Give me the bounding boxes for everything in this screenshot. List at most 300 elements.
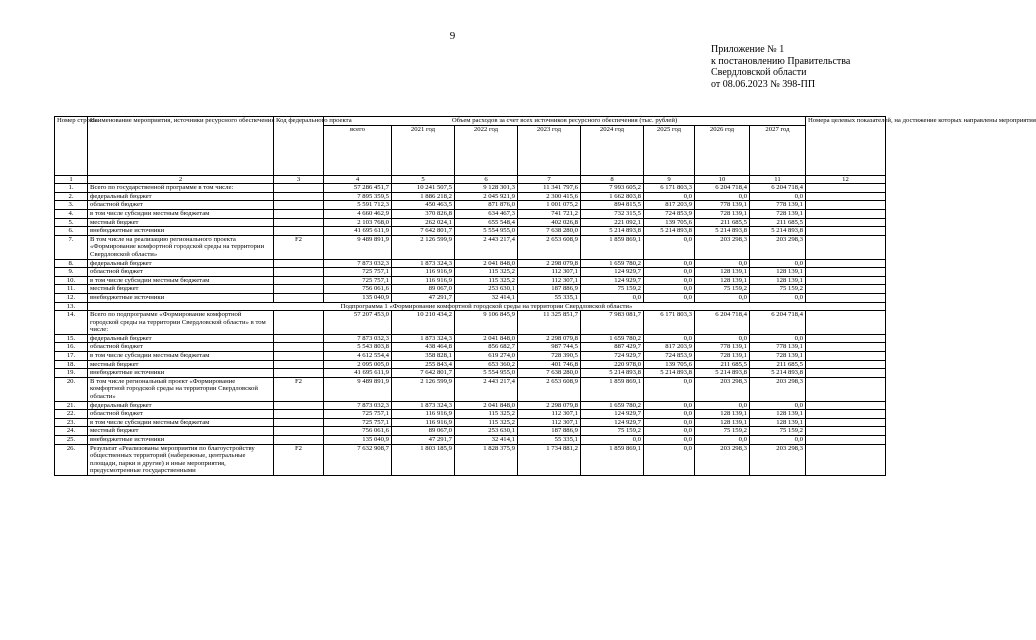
column-number: 5: [392, 175, 455, 184]
amount-cell: 1 859 869,1: [581, 235, 644, 259]
federal-code-cell: F2: [274, 235, 324, 259]
amount-cell: 2 653 608,9: [518, 377, 581, 401]
amount-cell: 1 734 881,2: [518, 444, 581, 475]
amount-cell: 1 828 375,9: [455, 444, 518, 475]
federal-code-cell: [274, 311, 324, 335]
amount-cell: 725 757,1: [324, 268, 392, 277]
row-number-cell: 21.: [55, 401, 88, 410]
amount-cell: 4 660 462,9: [324, 209, 392, 218]
amount-cell: 0,0: [644, 268, 695, 277]
amount-cell: 55 335,1: [518, 436, 581, 445]
row-name-cell: внебюджетные источники: [88, 369, 274, 378]
amount-cell: 728 139,1: [750, 352, 806, 361]
amount-cell: 211 685,5: [695, 218, 750, 227]
federal-code-cell: F2: [274, 377, 324, 401]
federal-code-cell: [274, 285, 324, 294]
table-row: [55, 227, 886, 236]
targets-cell: [806, 259, 886, 268]
amount-cell: 75 159,2: [750, 427, 806, 436]
amount-cell: 0,0: [644, 418, 695, 427]
amount-cell: 139 705,6: [644, 360, 695, 369]
row-number-cell: 22.: [55, 410, 88, 419]
row-name-cell: в том числе субсидии местным бюджетам: [88, 276, 274, 285]
targets-cell: [806, 427, 886, 436]
amount-cell: 732 315,5: [581, 209, 644, 218]
federal-code-cell: [274, 352, 324, 361]
amount-cell: 0,0: [644, 401, 695, 410]
amount-cell: 7 873 032,3: [324, 401, 392, 410]
amount-cell: 871 876,0: [455, 201, 518, 210]
amount-cell: 47 291,7: [392, 436, 455, 445]
amount-cell: 41 695 611,9: [324, 227, 392, 236]
amount-cell: 203 298,3: [750, 377, 806, 401]
row-name-cell: в том числе субсидии местным бюджетам: [88, 352, 274, 361]
amount-cell: 7 642 801,7: [392, 369, 455, 378]
amount-cell: 887 429,7: [581, 343, 644, 352]
amount-cell: 0,0: [695, 293, 750, 302]
amount-cell: 728 139,1: [695, 352, 750, 361]
header-year: 2022 год: [455, 125, 518, 175]
amount-cell: 128 139,1: [695, 418, 750, 427]
amount-cell: 5 214 893,8: [644, 369, 695, 378]
table-row: [55, 369, 886, 378]
amount-cell: 778 139,1: [750, 343, 806, 352]
column-number: 9: [644, 175, 695, 184]
targets-cell: [806, 192, 886, 201]
amount-cell: 0,0: [750, 334, 806, 343]
amount-cell: 7 638 280,0: [518, 227, 581, 236]
federal-code-cell: [274, 436, 324, 445]
header-year: 2023 год: [518, 125, 581, 175]
row-name-cell: федеральный бюджет: [88, 334, 274, 343]
row-name-cell: внебюджетные источники: [88, 227, 274, 236]
column-number: 12: [806, 175, 886, 184]
amount-cell: 2 041 848,0: [455, 259, 518, 268]
amount-cell: 450 463,5: [392, 201, 455, 210]
table-row: [55, 401, 886, 410]
amount-cell: 41 695 611,9: [324, 369, 392, 378]
federal-code-cell: F2: [274, 444, 324, 475]
amount-cell: 116 916,9: [392, 276, 455, 285]
amount-cell: 0,0: [644, 410, 695, 419]
row-name-cell: областной бюджет: [88, 343, 274, 352]
targets-cell: [806, 218, 886, 227]
amount-cell: 128 139,1: [750, 418, 806, 427]
amount-cell: 5 214 893,8: [750, 227, 806, 236]
column-number: 7: [518, 175, 581, 184]
amount-cell: 894 815,5: [581, 201, 644, 210]
amount-cell: 653 360,2: [455, 360, 518, 369]
amount-cell: 187 886,9: [518, 427, 581, 436]
amount-cell: 370 826,8: [392, 209, 455, 218]
amount-cell: 203 298,3: [750, 444, 806, 475]
amount-cell: 47 291,7: [392, 293, 455, 302]
amount-cell: 2 103 768,0: [324, 218, 392, 227]
amount-cell: 203 298,3: [750, 235, 806, 259]
header-year: 2026 год: [695, 125, 750, 175]
amount-cell: 2 126 599,9: [392, 377, 455, 401]
amount-cell: 725 757,1: [324, 418, 392, 427]
amount-cell: 9 489 891,9: [324, 235, 392, 259]
row-name-cell: местный бюджет: [88, 427, 274, 436]
table-row: [55, 285, 886, 294]
amount-cell: 0,0: [581, 436, 644, 445]
targets-cell: [806, 343, 886, 352]
amount-cell: 11 325 851,7: [518, 311, 581, 335]
amount-cell: 2 443 217,4: [455, 377, 518, 401]
amount-cell: 115 325,2: [455, 276, 518, 285]
amount-cell: 5 214 893,8: [695, 227, 750, 236]
amount-cell: 115 325,2: [455, 410, 518, 419]
amount-cell: 756 061,6: [324, 285, 392, 294]
row-name-cell: внебюджетные источники: [88, 436, 274, 445]
amount-cell: 1 859 869,1: [581, 377, 644, 401]
amount-cell: 221 092,1: [581, 218, 644, 227]
amount-cell: 1 859 869,1: [581, 444, 644, 475]
amount-cell: 2 041 848,0: [455, 401, 518, 410]
header-total: всего: [324, 125, 392, 175]
amount-cell: 1 659 780,2: [581, 334, 644, 343]
amount-cell: 116 916,9: [392, 268, 455, 277]
federal-code-cell: [274, 360, 324, 369]
amount-cell: 0,0: [581, 293, 644, 302]
federal-code-cell: [274, 334, 324, 343]
row-name-cell: в том числе субсидии местным бюджетам: [88, 209, 274, 218]
row-name-cell: Всего по государственной программе в том числе:: [88, 184, 274, 193]
table-row: [55, 377, 886, 401]
table-row: [55, 259, 886, 268]
amount-cell: 75 159,2: [581, 427, 644, 436]
amount-cell: 211 685,5: [750, 360, 806, 369]
targets-cell: [806, 184, 886, 193]
targets-cell: [806, 201, 886, 210]
federal-code-cell: [274, 268, 324, 277]
federal-code-cell: [274, 427, 324, 436]
row-number-cell: 20.: [55, 377, 88, 401]
targets-cell: [806, 209, 886, 218]
table-row: [55, 268, 886, 277]
table-row: [55, 436, 886, 445]
column-number: 11: [750, 175, 806, 184]
row-name-cell: Результат «Реализованы мероприятия по благоустройству общественных территорий (набережные, центральные площади, парки и другие) и иные мероприятия, предусмотренные государственными: [88, 444, 274, 475]
amount-cell: 187 886,9: [518, 285, 581, 294]
table-row: [55, 235, 886, 259]
amount-cell: 756 061,6: [324, 427, 392, 436]
amount-cell: 6 204 718,4: [750, 184, 806, 193]
federal-code-cell: [274, 369, 324, 378]
amount-cell: 0,0: [750, 259, 806, 268]
table-row: [55, 334, 886, 343]
subprogram-row: [55, 302, 886, 311]
row-number-cell: 17.: [55, 352, 88, 361]
table-row: [55, 410, 886, 419]
amount-cell: 724 853,9: [644, 352, 695, 361]
row-name-cell: областной бюджет: [88, 410, 274, 419]
amount-cell: 2 126 599,9: [392, 235, 455, 259]
row-name-cell: местный бюджет: [88, 285, 274, 294]
targets-cell: [806, 227, 886, 236]
amount-cell: 2 095 005,0: [324, 360, 392, 369]
federal-code-cell: [274, 293, 324, 302]
amount-cell: 220 978,0: [581, 360, 644, 369]
amount-cell: 0,0: [695, 436, 750, 445]
amount-cell: 2 443 217,4: [455, 235, 518, 259]
header-federal-code: Код федерального проекта: [274, 117, 324, 176]
amount-cell: 55 335,1: [518, 293, 581, 302]
row-name-cell: федеральный бюджет: [88, 192, 274, 201]
targets-cell: [806, 410, 886, 419]
targets-cell: [806, 401, 886, 410]
targets-cell: [806, 311, 886, 335]
amount-cell: 5 214 893,8: [644, 227, 695, 236]
amount-cell: 1 659 780,2: [581, 259, 644, 268]
federal-code-cell: [274, 259, 324, 268]
amount-cell: 5 214 893,8: [695, 369, 750, 378]
federal-code-cell: [274, 201, 324, 210]
federal-code-cell: [274, 227, 324, 236]
row-number-cell: 25.: [55, 436, 88, 445]
amount-cell: 112 307,1: [518, 418, 581, 427]
targets-cell: [806, 377, 886, 401]
amount-cell: 1 803 185,9: [392, 444, 455, 475]
amount-cell: 0,0: [644, 235, 695, 259]
row-number-cell: 13.: [55, 302, 88, 311]
amount-cell: 124 929,7: [581, 276, 644, 285]
amount-cell: 115 325,2: [455, 418, 518, 427]
amount-cell: 253 630,1: [455, 285, 518, 294]
amount-cell: 1 659 780,2: [581, 401, 644, 410]
row-number-cell: 15.: [55, 334, 88, 343]
row-name-cell: областной бюджет: [88, 201, 274, 210]
amount-cell: 32 414,1: [455, 293, 518, 302]
amount-cell: 725 757,1: [324, 276, 392, 285]
amount-cell: 0,0: [644, 259, 695, 268]
row-number-cell: 26.: [55, 444, 88, 475]
row-name-cell: В том числе на реализацию регионального проекта «Формирование комфортной городской среды на территории Свердловской области»: [88, 235, 274, 259]
amount-cell: 112 307,1: [518, 276, 581, 285]
amount-cell: 203 298,3: [695, 235, 750, 259]
federal-code-cell: [274, 192, 324, 201]
amount-cell: 0,0: [644, 285, 695, 294]
amount-cell: 0,0: [695, 192, 750, 201]
amount-cell: 10 210 434,2: [392, 311, 455, 335]
amount-cell: 128 139,1: [750, 410, 806, 419]
amount-cell: 0,0: [695, 259, 750, 268]
amount-cell: 728 139,1: [695, 209, 750, 218]
amount-cell: 724 929,7: [581, 352, 644, 361]
table-row: [55, 192, 886, 201]
row-number-cell: 24.: [55, 427, 88, 436]
row-number-cell: 18.: [55, 360, 88, 369]
federal-code-cell: [274, 410, 324, 419]
row-number-cell: 8.: [55, 259, 88, 268]
federal-code-cell: [274, 343, 324, 352]
amount-cell: 9 106 845,9: [455, 311, 518, 335]
row-number-cell: 2.: [55, 192, 88, 201]
amount-cell: 5 591 712,3: [324, 201, 392, 210]
amount-cell: 5 214 893,8: [750, 369, 806, 378]
header-year: 2027 год: [750, 125, 806, 175]
amount-cell: 778 139,1: [695, 201, 750, 210]
federal-code-cell: [274, 209, 324, 218]
row-name-cell: в том числе субсидии местным бюджетам: [88, 418, 274, 427]
amount-cell: 7 873 032,3: [324, 259, 392, 268]
targets-cell: [806, 268, 886, 277]
amount-cell: 5 554 955,0: [455, 227, 518, 236]
amount-cell: 203 298,3: [695, 444, 750, 475]
amount-cell: 10 241 507,5: [392, 184, 455, 193]
amount-cell: 728 390,5: [518, 352, 581, 361]
targets-cell: [806, 444, 886, 475]
amount-cell: 817 203,9: [644, 343, 695, 352]
amount-cell: 75 159,2: [695, 285, 750, 294]
table-row: [55, 343, 886, 352]
row-number-cell: 7.: [55, 235, 88, 259]
targets-cell: [806, 352, 886, 361]
amount-cell: 1 001 075,2: [518, 201, 581, 210]
targets-cell: [806, 418, 886, 427]
column-number: 3: [274, 175, 324, 184]
amount-cell: 0,0: [750, 192, 806, 201]
column-number: 4: [324, 175, 392, 184]
amount-cell: 32 414,1: [455, 436, 518, 445]
table-row: [55, 201, 886, 210]
table-row: [55, 276, 886, 285]
column-number: 8: [581, 175, 644, 184]
amount-cell: 128 139,1: [750, 268, 806, 277]
amount-cell: 987 744,5: [518, 343, 581, 352]
amount-cell: 0,0: [750, 293, 806, 302]
header-targets: Номера целевых показателей, на достижение которых направлены мероприятия: [806, 117, 886, 176]
row-name-cell: В том числе региональный проект «Формирование комфортной городской среды на территории Свердловской области»: [88, 377, 274, 401]
amount-cell: 112 307,1: [518, 410, 581, 419]
row-number-cell: 1.: [55, 184, 88, 193]
row-name-cell: федеральный бюджет: [88, 401, 274, 410]
row-number-cell: 4.: [55, 209, 88, 218]
row-number-cell: 3.: [55, 201, 88, 210]
amount-cell: 124 929,7: [581, 268, 644, 277]
amount-cell: 0,0: [750, 401, 806, 410]
row-number-cell: 11.: [55, 285, 88, 294]
targets-cell: [806, 334, 886, 343]
amount-cell: 1 873 324,3: [392, 401, 455, 410]
amount-cell: 89 067,0: [392, 285, 455, 294]
row-number-cell: 12.: [55, 293, 88, 302]
amount-cell: 262 024,1: [392, 218, 455, 227]
table-row: [55, 352, 886, 361]
amount-cell: 4 612 554,4: [324, 352, 392, 361]
amount-cell: 619 274,0: [455, 352, 518, 361]
amount-cell: 75 159,2: [581, 285, 644, 294]
amount-cell: 5 554 955,0: [455, 369, 518, 378]
amount-cell: 9 489 891,9: [324, 377, 392, 401]
header-row-number: Номер строки: [55, 117, 88, 176]
amount-cell: 0,0: [644, 192, 695, 201]
amount-cell: 741 721,2: [518, 209, 581, 218]
amount-cell: 75 159,2: [750, 285, 806, 294]
row-number-cell: 6.: [55, 227, 88, 236]
amount-cell: 817 203,9: [644, 201, 695, 210]
amount-cell: 211 685,5: [750, 218, 806, 227]
targets-cell: [806, 360, 886, 369]
amount-cell: 724 853,9: [644, 209, 695, 218]
amount-cell: 57 207 453,0: [324, 311, 392, 335]
amount-cell: 5 214 893,8: [581, 227, 644, 236]
amount-cell: 0,0: [644, 436, 695, 445]
amount-cell: 402 026,8: [518, 218, 581, 227]
amount-cell: 9 128 301,3: [455, 184, 518, 193]
header-year: 2021 год: [392, 125, 455, 175]
amount-cell: 5 214 893,8: [581, 369, 644, 378]
targets-cell: [806, 436, 886, 445]
row-name-cell: областной бюджет: [88, 268, 274, 277]
header-volume: Объем расходов за счет всех источников ресурсного обеспечения (тыс. рублей): [324, 117, 806, 126]
amount-cell: 0,0: [644, 334, 695, 343]
row-number-cell: 16.: [55, 343, 88, 352]
amount-cell: 128 139,1: [695, 410, 750, 419]
amount-cell: 634 467,3: [455, 209, 518, 218]
amount-cell: 2 298 079,8: [518, 259, 581, 268]
amount-cell: 116 916,9: [392, 410, 455, 419]
amount-cell: 358 828,1: [392, 352, 455, 361]
amount-cell: 0,0: [695, 334, 750, 343]
targets-cell: [806, 369, 886, 378]
amount-cell: 6 204 718,4: [750, 311, 806, 335]
amount-cell: 0,0: [644, 427, 695, 436]
row-name-cell: местный бюджет: [88, 360, 274, 369]
amount-cell: 7 895 359,5: [324, 192, 392, 201]
subprogram-title: Подпрограмма 1 «Формирование комфортной городской среды на территории Свердловской области»: [88, 302, 886, 311]
amount-cell: 7 993 605,2: [581, 184, 644, 193]
appendix-block: [711, 44, 850, 90]
amount-cell: 7 632 908,7: [324, 444, 392, 475]
amount-cell: 255 843,4: [392, 360, 455, 369]
amount-cell: 856 682,7: [455, 343, 518, 352]
amount-cell: 7 642 801,7: [392, 227, 455, 236]
amount-cell: 655 548,4: [455, 218, 518, 227]
table-row: [55, 293, 886, 302]
table-row: [55, 427, 886, 436]
amount-cell: 11 341 797,6: [518, 184, 581, 193]
column-number-row: [55, 175, 886, 184]
amount-cell: 2 300 415,6: [518, 192, 581, 201]
row-name-cell: Всего по подпрограмме «Формирование комфортной городской среды на территории Свердловской области» в том числе:: [88, 311, 274, 335]
table-row: [55, 444, 886, 475]
row-number-cell: 5.: [55, 218, 88, 227]
amount-cell: 0,0: [750, 436, 806, 445]
row-number-cell: 14.: [55, 311, 88, 335]
amount-cell: 778 139,1: [695, 343, 750, 352]
targets-cell: [806, 235, 886, 259]
targets-cell: [806, 293, 886, 302]
amount-cell: 1 873 324,3: [392, 259, 455, 268]
column-number: 1: [55, 175, 88, 184]
federal-code-cell: [274, 276, 324, 285]
page-number: 9: [449, 30, 456, 42]
amount-cell: 135 040,9: [324, 293, 392, 302]
amount-cell: 1 662 803,8: [581, 192, 644, 201]
table-row: [55, 360, 886, 369]
row-name-cell: внебюджетные источники: [88, 293, 274, 302]
header-name: Наименование мероприятия, источники ресурсного обеспечения: [88, 117, 274, 176]
amount-cell: 6 171 803,3: [644, 184, 695, 193]
amount-cell: 89 067,0: [392, 427, 455, 436]
amount-cell: 2 045 921,9: [455, 192, 518, 201]
targets-cell: [806, 285, 886, 294]
amount-cell: 128 139,1: [750, 276, 806, 285]
federal-code-cell: [274, 401, 324, 410]
amount-cell: 401 746,8: [518, 360, 581, 369]
